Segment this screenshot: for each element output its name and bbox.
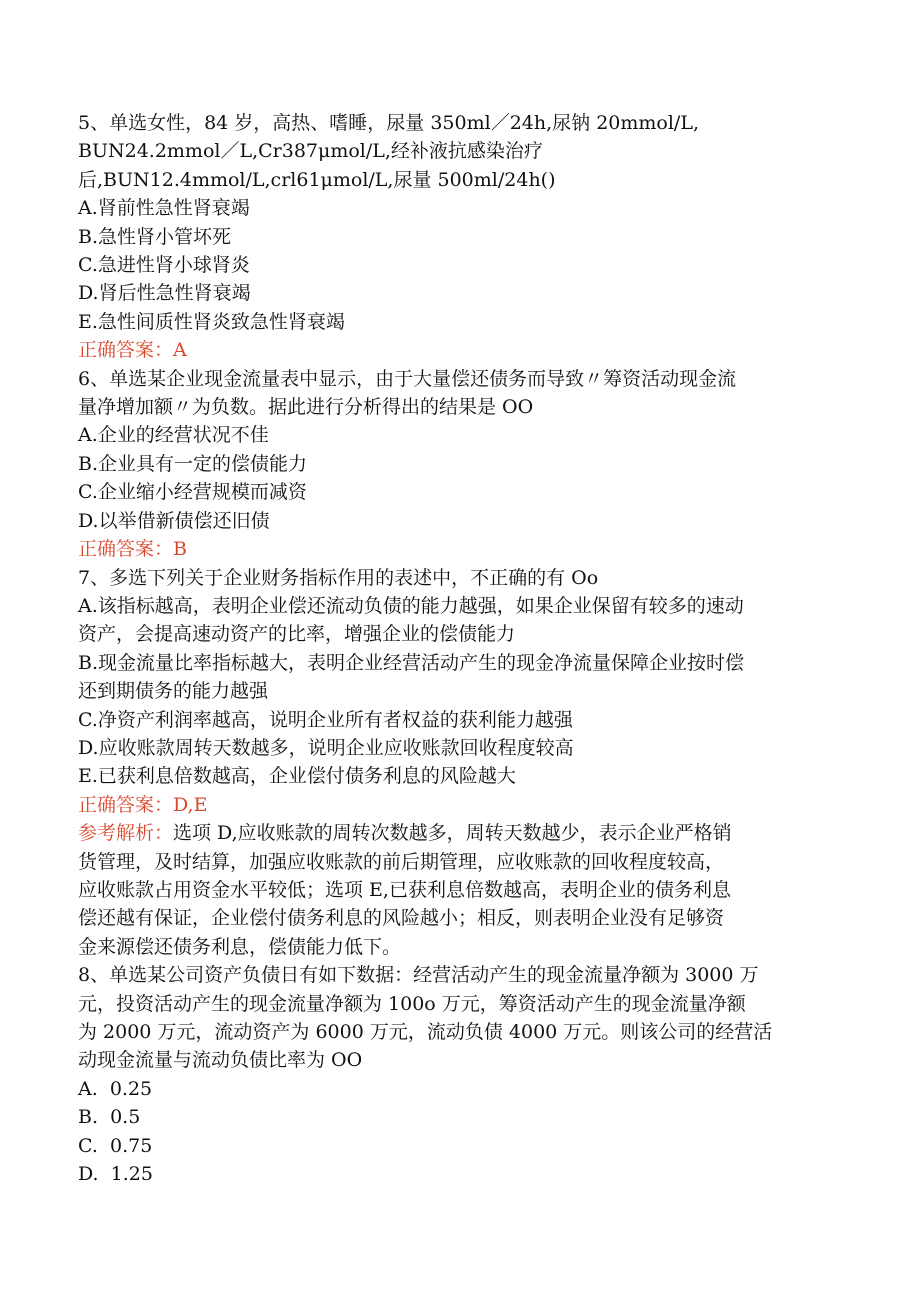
- question-8-stem-line-2: 元，投资活动产生的现金流量净额为 100o 万元，筹资活动产生的现金流量净额: [78, 992, 746, 1015]
- question-7-analysis-line-1: [78, 819, 848, 847]
- analysis-label: 参考解析：: [78, 822, 174, 845]
- question-6-option-b: B.企业具有一定的偿债能力: [78, 452, 308, 475]
- question-6-answer: 正确答案：B: [78, 538, 187, 561]
- question-7-analysis-line-3: 应收账款占用资金水平较低；选项 E,已获利息倍数越高，表明企业的债务利息: [78, 878, 731, 901]
- question-7-option-d: D.应收账款周转天数越多，说明企业应收账款回收程度较高: [78, 736, 574, 759]
- question-5-stem-line-3: 后,BUN12.4mmol/L,crl61μmol/L,尿量 500ml/24h(): [78, 168, 556, 191]
- question-7-option-c: C.净资产利润率越高，说明企业所有者权益的获利能力越强: [78, 708, 573, 731]
- question-7-analysis-line-5: 金来源偿还债务利息，偿债能力低下。: [78, 935, 402, 958]
- question-5-option-b: B.急性肾小管坏死: [78, 225, 232, 248]
- question-6-option-d: D.以举借新债偿还旧债: [78, 509, 270, 532]
- question-7-option-b-line-1: B.现金流量比率指标越大，表明企业经营活动产生的现金净流量保障企业按时偿: [78, 651, 745, 674]
- question-5-option-a: A.肾前性急性肾衰竭: [78, 197, 250, 220]
- question-7-answer: 正确答案：D,E: [78, 793, 208, 816]
- question-8-option-b: B. 0.5: [78, 1106, 141, 1129]
- question-8-stem-line-1: 8、单选某公司资产负债日有如下数据：经营活动产生的现金流量净额为 3000 万: [78, 964, 759, 987]
- question-7-stem-line-1: 7、多选下列关于企业财务指标作用的表述中，不正确的有 Oo: [78, 566, 599, 589]
- question-7-option-b-line-2: 还到期债务的能力越强: [78, 680, 269, 703]
- question-6-option-a: A.企业的经营状况不佳: [78, 424, 269, 447]
- question-8-option-c: C. 0.75: [78, 1134, 153, 1157]
- question-6-stem-line-2: 量净增加额〃为负数。据此进行分析得出的结果是 OO: [78, 396, 534, 419]
- question-5-answer: 正确答案：A: [78, 339, 187, 362]
- question-8-stem-line-3: 为 2000 万元，流动资产为 6000 万元，流动负债 4000 万元。则该公司的经营活: [78, 1021, 773, 1043]
- question-8-option-a: A. 0.25: [78, 1077, 153, 1100]
- question-8-option-d: D. 1.25: [78, 1163, 153, 1186]
- question-8-stem-line-4: 动现金流量与流动负债比率为 OO: [78, 1049, 363, 1072]
- question-6-option-c: C.企业缩小经营规模而减资: [78, 481, 307, 504]
- question-list: [78, 109, 848, 1188]
- question-6-stem-line-1: 6、单选某企业现金流量表中显示，由于大量偿还债务而导致〃筹资活动现金流: [78, 367, 737, 390]
- question-7-option-a-line-1: A.该指标越高，表明企业偿还流动负债的能力越强，如果企业保留有较多的速动: [78, 594, 744, 617]
- question-5-option-c: C.急进性肾小球肾炎: [78, 254, 250, 277]
- question-7-analysis-line-4: 偿还越有保证，企业偿付债务利息的风险越小；相反，则表明企业没有足够资: [78, 907, 725, 930]
- question-7-option-e: E.已获利息倍数越高，企业偿付债务利息的风险越大: [78, 765, 516, 788]
- question-7-option-a-line-2: 资产，会提高速动资产的比率，增强企业的偿债能力: [78, 623, 516, 646]
- analysis-text: 选项 D,应收账款的周转次数越多，周转天数越少，表示企业严格销: [173, 822, 732, 845]
- question-5-stem-line-1: 5、单选女性，84 岁，高热、嗜睡，尿量 350ml／24h,尿钠 20mmol/L,: [78, 112, 699, 134]
- question-5-option-e: E.急性间质性肾炎致急性肾衰竭: [78, 310, 345, 333]
- question-5-option-d: D.肾后性急性肾衰竭: [78, 282, 251, 305]
- question-5-stem-line-2: BUN24.2mmol／L,Cr387μmol/L,经补液抗感染治疗: [78, 140, 543, 163]
- question-7-analysis-line-2: 货管理，及时结算，加强应收账款的前后期管理，应收账款的回收程度较高，: [78, 850, 725, 873]
